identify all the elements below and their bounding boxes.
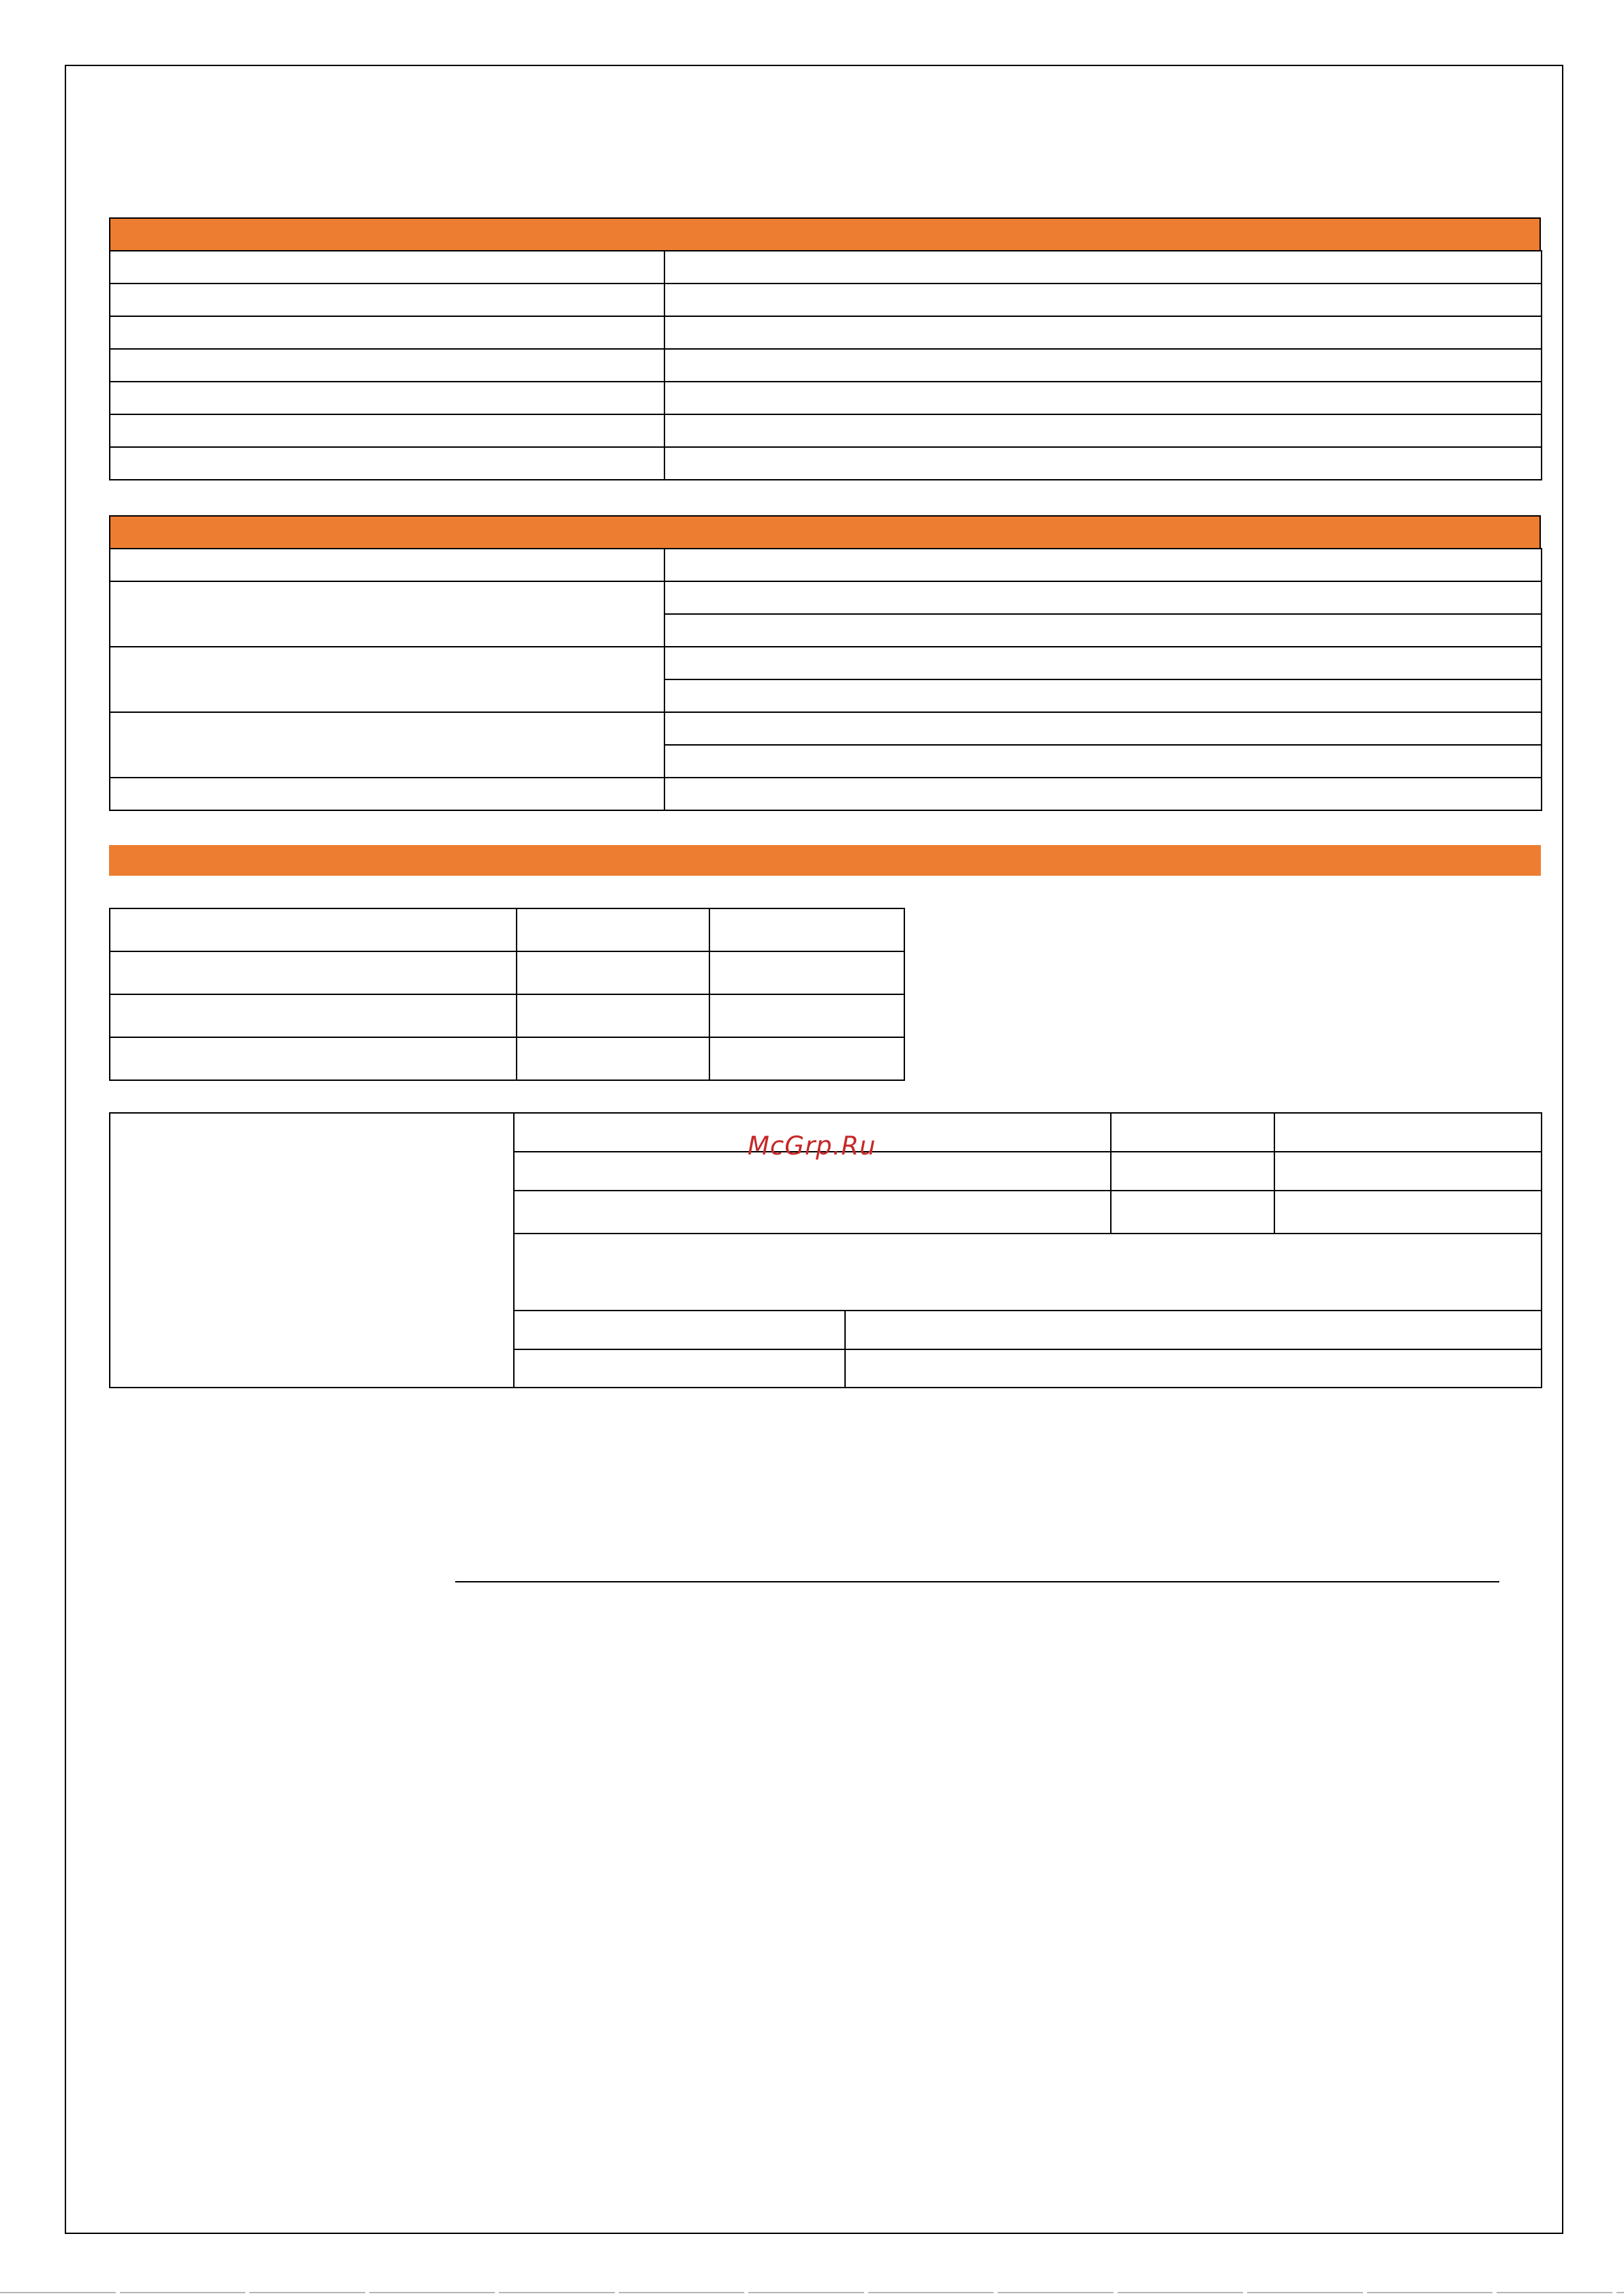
cell: [1111, 1113, 1274, 1152]
cell: [1274, 1152, 1542, 1191]
cell: [110, 1037, 517, 1080]
cell: [514, 1191, 1111, 1234]
table-row: [110, 284, 1542, 316]
value-cell: [664, 745, 1542, 778]
table-row: [110, 549, 1542, 581]
value-cell: [664, 382, 1542, 414]
cell: [1274, 1191, 1542, 1234]
value-cell: [664, 581, 1542, 614]
table-row: [110, 414, 1542, 447]
cell: [517, 951, 709, 994]
value-cell: [664, 284, 1542, 316]
table-row: [110, 251, 1542, 284]
wide-cell: [514, 1234, 1542, 1311]
label-cell: [110, 349, 664, 382]
cell: [845, 1311, 1542, 1349]
label-cell: [110, 316, 664, 349]
table-row: [110, 581, 1542, 614]
section1-header-bar: [109, 217, 1541, 251]
table-row: [110, 778, 1542, 810]
value-cell: [664, 549, 1542, 581]
value-cell: [664, 316, 1542, 349]
table-row: [110, 316, 1542, 349]
label-cell: [110, 284, 664, 316]
section3-header-bar: [109, 845, 1541, 876]
cell: [709, 908, 904, 951]
label-cell: [110, 549, 664, 581]
watermark-logo: McGrp.Ru: [748, 1131, 876, 1161]
value-cell: [664, 447, 1542, 480]
value-cell: [664, 414, 1542, 447]
cell: [514, 1349, 845, 1388]
value-cell: [664, 712, 1542, 745]
label-cell: [110, 251, 664, 284]
table-row: [110, 994, 904, 1037]
label-cell: [110, 382, 664, 414]
cell: [517, 1037, 709, 1080]
cell: [845, 1349, 1542, 1388]
small-table: [109, 908, 905, 1081]
cell: [110, 951, 517, 994]
signature-line: [455, 1581, 1499, 1582]
table-row: [110, 447, 1542, 480]
section2-header-bar: [109, 515, 1541, 549]
table-row: [110, 908, 904, 951]
label-cell: [110, 647, 664, 712]
cell: [110, 994, 517, 1037]
table-row: [110, 951, 904, 994]
cell: [709, 994, 904, 1037]
value-cell: [664, 349, 1542, 382]
label-cell: [110, 778, 664, 810]
cell: [514, 1311, 845, 1349]
cell: [110, 908, 517, 951]
left-merged-cell: [110, 1113, 514, 1388]
table-row: [110, 1037, 904, 1080]
value-cell: [664, 614, 1542, 647]
cell: [709, 951, 904, 994]
label-cell: [110, 414, 664, 447]
cell: [1111, 1191, 1274, 1234]
label-cell: [110, 712, 664, 778]
value-cell: [664, 251, 1542, 284]
cell: [1111, 1152, 1274, 1191]
table-row: [110, 382, 1542, 414]
section1-table: [109, 250, 1542, 480]
label-cell: [110, 581, 664, 647]
table-row: [110, 349, 1542, 382]
scan-edge-dashes: [0, 2292, 1624, 2293]
table-row: [110, 712, 1542, 745]
table-row: [110, 647, 1542, 679]
label-cell: [110, 447, 664, 480]
section2-table: [109, 548, 1542, 811]
value-cell: [664, 679, 1542, 712]
cell: [517, 994, 709, 1037]
cell: [1274, 1113, 1542, 1152]
cell: [709, 1037, 904, 1080]
cell: [517, 908, 709, 951]
value-cell: [664, 778, 1542, 810]
value-cell: [664, 647, 1542, 679]
